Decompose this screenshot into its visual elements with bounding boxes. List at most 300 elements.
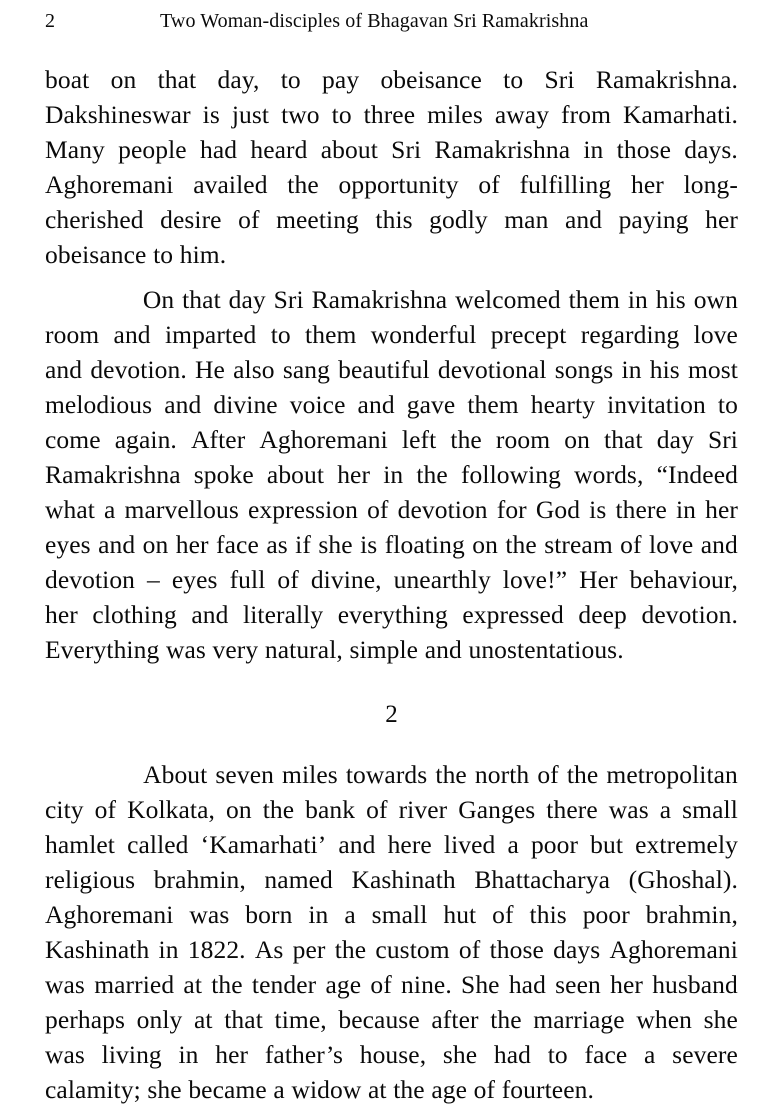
word: she — [703, 1005, 738, 1034]
word: to — [270, 320, 291, 349]
first-line-indent — [45, 757, 135, 792]
word: from — [561, 100, 612, 129]
word: About — [143, 760, 208, 789]
word: if — [295, 530, 311, 559]
word: the — [287, 170, 319, 199]
text-line — [45, 422, 738, 457]
text-line — [45, 632, 738, 667]
word: that — [182, 285, 221, 314]
word: in — [308, 900, 329, 929]
word: obeisance — [45, 240, 147, 269]
word: sang — [282, 355, 330, 384]
word: Kamarhati. — [623, 100, 738, 129]
word: opportunity — [338, 170, 459, 199]
word: this — [529, 900, 567, 929]
word: on — [110, 65, 137, 94]
word: small — [682, 795, 738, 824]
word: room — [495, 425, 551, 454]
word: living — [101, 1040, 162, 1069]
paragraph-1 — [45, 62, 738, 272]
word: unostentatious. — [468, 635, 624, 664]
word: pay — [322, 65, 360, 94]
paragraph-gap — [45, 272, 738, 282]
word: Ramakrishna — [45, 460, 181, 489]
word: Aghoremani — [609, 935, 738, 964]
word: a — [507, 830, 519, 859]
text-line — [45, 317, 738, 352]
word: fulfilling — [519, 170, 612, 199]
text-line — [45, 862, 738, 897]
word: hamlet — [45, 830, 115, 859]
word: songs — [554, 355, 614, 384]
word: devotion. — [641, 600, 738, 629]
word: and — [424, 635, 462, 664]
word: everything — [337, 600, 448, 629]
text-line — [45, 97, 738, 132]
word: in — [383, 460, 404, 489]
word: born — [245, 900, 293, 929]
word: a — [644, 1040, 656, 1069]
word: of — [277, 565, 299, 594]
word: was — [608, 795, 649, 824]
word: that — [604, 425, 643, 454]
word: seven — [215, 760, 274, 789]
word: custom — [375, 935, 450, 964]
word: imparted — [164, 320, 257, 349]
word: perhaps — [45, 1005, 126, 1034]
word: stream — [544, 530, 613, 559]
word: marriage — [533, 1005, 625, 1034]
word: had — [508, 970, 546, 999]
word: as — [266, 530, 288, 559]
word: literally — [243, 600, 324, 629]
text-line — [45, 132, 738, 167]
word: wonderful — [370, 320, 477, 349]
text-line — [45, 1072, 738, 1107]
word: invitation — [607, 390, 706, 419]
text-column — [45, 62, 738, 1107]
word: Sri — [544, 65, 575, 94]
word: about — [320, 135, 378, 164]
word: the — [262, 795, 295, 824]
word: and — [98, 530, 136, 559]
word: what — [45, 495, 95, 524]
word: and — [113, 320, 151, 349]
word: she — [147, 1075, 182, 1104]
word: that — [224, 1005, 263, 1034]
word: her — [337, 460, 371, 489]
word: was — [189, 900, 230, 929]
word: extremely — [635, 830, 738, 859]
word: about — [266, 460, 325, 489]
word: simple — [349, 635, 419, 664]
word: miles — [282, 760, 338, 789]
word: She — [461, 970, 500, 999]
word: divine — [213, 390, 278, 419]
word: of — [367, 495, 389, 524]
word: Ganges — [458, 795, 536, 824]
text-line — [45, 932, 738, 967]
word: the — [416, 460, 448, 489]
word: day, — [217, 65, 260, 94]
word: severe — [672, 1040, 738, 1069]
word: this — [375, 205, 413, 234]
word: her — [610, 970, 643, 999]
word: floating — [384, 530, 465, 559]
text-line — [45, 827, 738, 862]
word: nine. — [401, 970, 452, 999]
word: of — [537, 760, 559, 789]
word: called — [127, 830, 189, 859]
word: those — [616, 135, 671, 164]
text-line — [45, 492, 738, 527]
word: Ramakrishna. — [595, 65, 738, 94]
word: precept — [490, 320, 567, 349]
word: but — [590, 830, 624, 859]
word: and — [164, 390, 202, 419]
word: the — [393, 1075, 425, 1104]
word: in — [158, 935, 179, 964]
word: face — [216, 530, 259, 559]
word: two — [281, 100, 320, 129]
word: that — [157, 65, 197, 94]
word: beautiful — [338, 355, 430, 384]
word: spoke — [193, 460, 254, 489]
word: bank — [305, 795, 356, 824]
word: and — [45, 355, 83, 384]
word: his — [655, 285, 686, 314]
word: small — [371, 900, 428, 929]
text-line — [45, 792, 738, 827]
word: here — [387, 830, 432, 859]
word: After — [190, 425, 246, 454]
word: the — [435, 760, 467, 789]
text-line — [45, 1037, 738, 1072]
word: time, — [274, 1005, 327, 1034]
word: a — [659, 795, 672, 824]
word: behaviour, — [629, 565, 738, 594]
word: him. — [179, 240, 227, 269]
word: regarding — [580, 320, 680, 349]
word: city — [45, 795, 84, 824]
word: her — [630, 170, 664, 199]
word: her — [45, 600, 78, 629]
word: per — [292, 935, 326, 964]
text-line — [45, 967, 738, 1002]
word: (Ghoshal). — [628, 865, 738, 894]
word: Aghoremani — [45, 900, 174, 929]
word: poor — [530, 830, 579, 859]
word: Bhattacharya — [474, 865, 611, 894]
word: of — [473, 1075, 496, 1104]
text-line — [45, 597, 738, 632]
word: Aghoremani — [259, 425, 388, 454]
word: Kolkata, — [127, 795, 215, 824]
word: devotion — [45, 565, 136, 594]
text-line — [45, 167, 738, 202]
word: God — [535, 495, 581, 524]
word: miles — [427, 100, 483, 129]
word: the — [450, 425, 482, 454]
word: in — [583, 135, 604, 164]
word: in — [676, 495, 697, 524]
word: is — [202, 100, 220, 129]
word: divine, — [310, 565, 382, 594]
word: to — [717, 390, 738, 419]
word: a — [104, 495, 116, 524]
word: brahmin, — [153, 865, 246, 894]
word: 1822. — [187, 935, 246, 964]
word: He — [195, 355, 225, 384]
word: at — [194, 1005, 213, 1034]
paragraph-2 — [45, 282, 738, 667]
word: “Indeed — [656, 460, 738, 489]
word: just — [231, 100, 270, 129]
word: on — [226, 795, 252, 824]
word: Sri — [707, 425, 738, 454]
word: most — [688, 355, 738, 384]
word: was — [165, 635, 206, 664]
word: long- — [683, 170, 738, 199]
word: of — [492, 900, 514, 929]
word: ‘Kamarhati’ — [200, 830, 327, 859]
word: lived — [443, 830, 496, 859]
word: boat — [45, 65, 90, 94]
word: at — [183, 970, 203, 999]
word: Ramakrishna — [434, 135, 571, 164]
word: Sri — [273, 285, 304, 314]
text-line — [45, 527, 738, 562]
word: hut — [443, 900, 477, 929]
text-line — [45, 757, 738, 792]
word: unearthly — [393, 565, 491, 594]
word: On — [142, 285, 175, 314]
word: welcomed — [455, 285, 561, 314]
word: Kashinath — [351, 865, 456, 894]
word: devotion — [397, 495, 488, 524]
word: devotional — [437, 355, 547, 384]
word: seen — [555, 970, 601, 999]
text-line — [45, 897, 738, 932]
word: days. — [684, 135, 738, 164]
word: love!” — [502, 565, 568, 594]
word: to — [153, 240, 174, 269]
word: cherished — [45, 205, 144, 234]
word: very — [212, 635, 259, 664]
word: a — [273, 1075, 285, 1104]
text-line — [45, 62, 738, 97]
word: hearty — [530, 390, 596, 419]
word: melodious — [45, 390, 153, 419]
word: of — [366, 795, 388, 824]
word: desire — [160, 205, 222, 234]
word: to — [331, 100, 352, 129]
word: age — [431, 1075, 468, 1104]
word: she — [442, 1040, 478, 1069]
text-line — [45, 237, 738, 272]
word: widow — [291, 1075, 362, 1104]
word: towards — [345, 760, 428, 789]
word: when — [636, 1005, 692, 1034]
word: north — [474, 760, 530, 789]
word: also — [233, 355, 275, 384]
word: metropolitan — [606, 760, 738, 789]
text-line — [45, 282, 738, 317]
word: brahmin, — [645, 900, 738, 929]
word: devotion. — [90, 355, 187, 384]
word: house, — [359, 1040, 427, 1069]
word: only — [136, 1005, 183, 1034]
word: and — [357, 390, 395, 419]
word: after — [431, 1005, 479, 1034]
word: of — [458, 935, 481, 964]
section-number: 2 — [385, 701, 398, 728]
word: husband — [652, 970, 738, 999]
text-line — [45, 202, 738, 237]
word: had — [493, 1040, 532, 1069]
word: As — [254, 935, 284, 964]
word: tender — [251, 970, 317, 999]
word: fourteen. — [501, 1075, 594, 1104]
word: heard — [250, 135, 308, 164]
running-header-title: Two Woman-disciples of Bhagavan Sri Ramakrishna — [160, 10, 589, 32]
section-gap-bottom — [45, 732, 738, 757]
word: expression — [247, 495, 358, 524]
word: there — [546, 795, 598, 824]
word: days — [553, 935, 601, 964]
word: Dakshineswar — [45, 100, 191, 129]
word: calamity; — [45, 1075, 141, 1104]
word: Her — [579, 565, 618, 594]
word: on — [472, 530, 498, 559]
word: love — [693, 320, 738, 349]
word: because — [338, 1005, 420, 1034]
word: the — [211, 970, 243, 999]
word: Ramakrishna — [311, 285, 448, 314]
word: her — [175, 530, 209, 559]
word: voice — [289, 390, 346, 419]
word: Kashinath — [45, 935, 150, 964]
word: three — [363, 100, 416, 129]
word: Sri — [391, 135, 422, 164]
word: Everything — [45, 635, 160, 664]
word: became — [188, 1075, 267, 1104]
word: to — [503, 65, 524, 94]
word: eyes — [45, 530, 91, 559]
word: for — [496, 495, 527, 524]
word: in — [627, 285, 648, 314]
word: come — [45, 425, 101, 454]
word: was — [45, 1040, 85, 1069]
word: and — [700, 530, 738, 559]
word: obeisance — [380, 65, 482, 94]
word: her — [705, 205, 738, 234]
word: gave — [406, 390, 456, 419]
running-header — [45, 8, 738, 34]
text-line — [45, 352, 738, 387]
word: in — [178, 1040, 199, 1069]
text-line — [45, 1002, 738, 1037]
word: of — [94, 795, 117, 824]
word: father’s — [264, 1040, 344, 1069]
word: her — [705, 495, 738, 524]
word: the — [505, 530, 537, 559]
word: Many — [45, 135, 105, 164]
word: of — [620, 530, 642, 559]
word: godly — [429, 205, 488, 234]
word: – — [147, 565, 160, 594]
text-line — [45, 457, 738, 492]
word: room — [45, 320, 100, 349]
word: on — [564, 425, 590, 454]
word: meeting — [276, 205, 359, 234]
word: man — [504, 205, 549, 234]
word: clothing — [92, 600, 177, 629]
word: the — [490, 1005, 522, 1034]
word: of — [238, 205, 260, 234]
word: eyes — [171, 565, 218, 594]
word: named — [264, 865, 333, 894]
word: away — [494, 100, 550, 129]
word: day — [656, 425, 694, 454]
word: those — [489, 935, 544, 964]
word: to — [280, 65, 301, 94]
first-line-indent — [45, 282, 135, 317]
word: is — [360, 530, 378, 559]
word: is — [589, 495, 607, 524]
word: again. — [114, 425, 177, 454]
word: of — [370, 970, 392, 999]
word: marvellous — [124, 495, 239, 524]
word: deep — [578, 600, 627, 629]
word: full — [229, 565, 266, 594]
word: them — [568, 285, 620, 314]
word: the — [566, 760, 599, 789]
word: words, — [574, 460, 644, 489]
word: river — [398, 795, 448, 824]
word: on — [142, 530, 169, 559]
word: there — [615, 495, 667, 524]
word: availed — [193, 170, 268, 199]
word: the — [334, 935, 367, 964]
paragraph-3 — [45, 757, 738, 1107]
word: a — [344, 900, 356, 929]
word: had — [199, 135, 238, 164]
word: age — [325, 970, 362, 999]
word: face — [584, 1040, 628, 1069]
page-number: 2 — [45, 10, 56, 32]
word: she — [318, 530, 353, 559]
word: and — [564, 205, 603, 234]
word: his — [649, 355, 680, 384]
word: following — [460, 460, 561, 489]
word: in — [621, 355, 642, 384]
word: poor — [582, 900, 630, 929]
text-line — [45, 562, 738, 597]
word: at — [368, 1075, 387, 1104]
word: to — [547, 1040, 568, 1069]
text-line — [45, 387, 738, 422]
word: married — [94, 970, 175, 999]
word: them — [305, 320, 357, 349]
word: was — [45, 970, 85, 999]
word: love — [649, 530, 694, 559]
word: them — [467, 390, 519, 419]
word: own — [693, 285, 738, 314]
word: natural, — [264, 635, 343, 664]
word: Aghoremani — [45, 170, 174, 199]
word: and — [191, 600, 229, 629]
